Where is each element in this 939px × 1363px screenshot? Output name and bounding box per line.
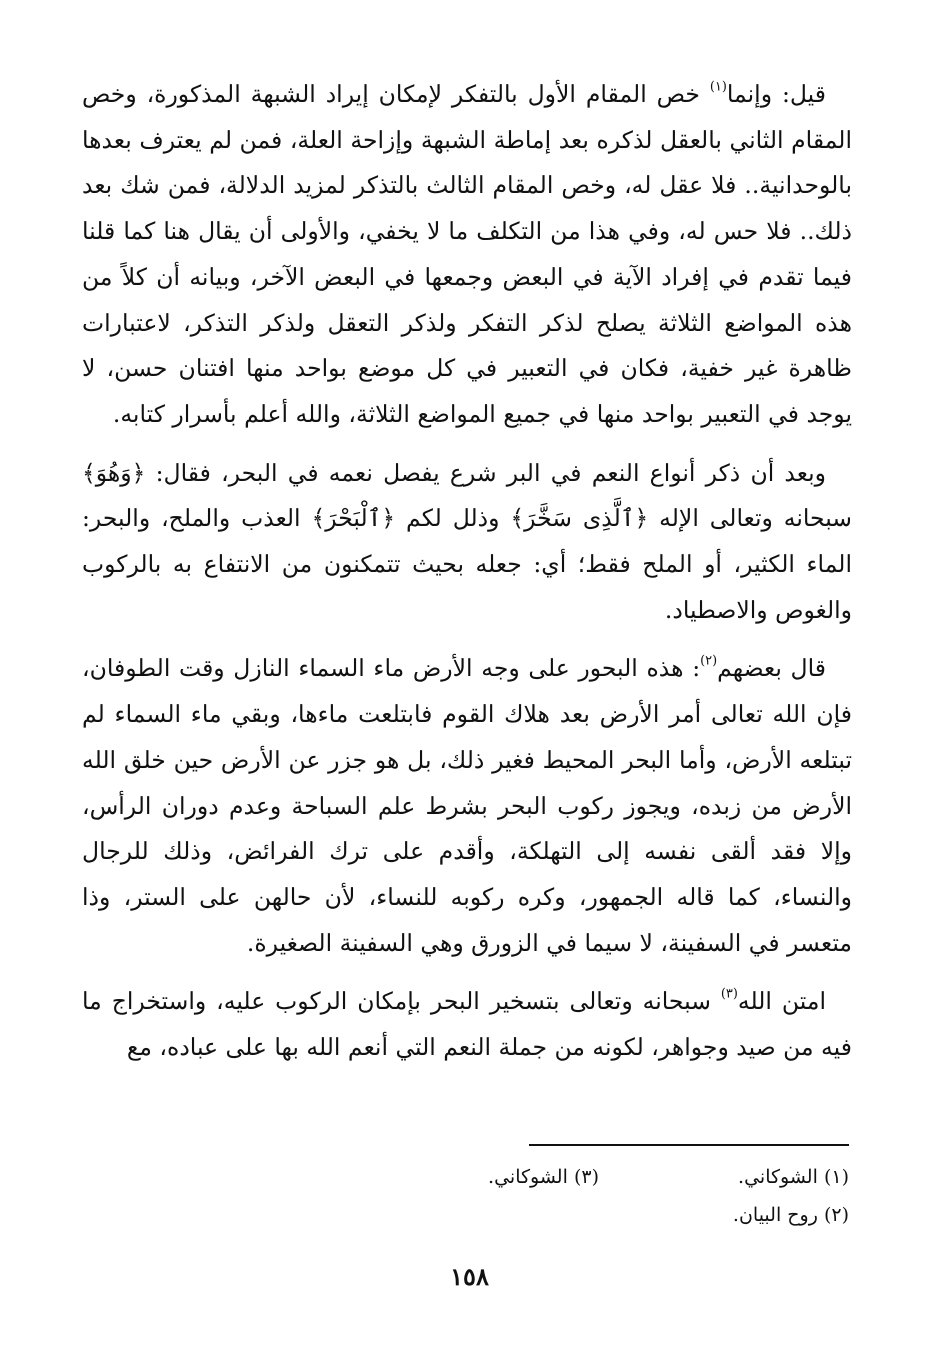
footnotes (349, 1158, 849, 1234)
paragraph (82, 979, 852, 1070)
body-text (82, 72, 852, 1071)
paragraph (82, 72, 852, 438)
paragraph-text: : هذه البحور على وجه الأرض ماء السماء النازل وقت الطوفان، فإن الله تعالى أمر الأرض بعد هلاك القوم فابتلعت ماءها، وبقي ماء السماء لم تبتلعه الأرض، وأما البحر المحيط فغير ذلك، بل هو جزر عن الأرض حين خلق الله الأرض من زبده، ويجوز ركوب البحر بشرط علم السباحة وعدم دوران الرأس، وإلا فقد ألقى نفسه إلى التهلكة، وأقدم على ترك الفرائض، وذلك للرجال والنساء، كما قاله الجمهور، وكره ركوبه للنساء، لأن حالهن على الستر، وذا متعسر في السفينة، لا سيما في الزورق وهي السفينة الصغيرة. (82, 654, 852, 957)
footnote-marker[interactable]: (٢) (700, 653, 718, 669)
paragraph-text: امتن الله (737, 987, 826, 1016)
footnote-marker[interactable]: (٣) (720, 986, 738, 1002)
footnote-row (349, 1196, 849, 1234)
footnote-text: الشوكاني. (488, 1166, 568, 1188)
footnote-number: (١) (823, 1166, 849, 1188)
paragraph-text: سبحانه وتعالى بتسخير البحر بإمكان الركوب عليه، واستخراج ما فيه من صيد وجواهر، لكونه من جملة النعم التي أنعم الله بها على عباده، مع (82, 987, 852, 1062)
paragraph (82, 646, 852, 966)
paragraph-text: قيل: وإنما (726, 80, 826, 108)
footnote-text: الشوكاني. (738, 1166, 818, 1188)
paragraph-text: وبعد أن ذكر أنواع النعم في البر شرع يفصل نعمه في البحر، فقال: ﴿وَهُوَ﴾ سبحانه وتعالى الإله ﴿ٱلَّذِى سَخَّرَ﴾ وذلل لكم ﴿ٱلْبَحْرَ﴾ العذب والملح، والبحر: الماء الكثير، أو الملح فقط؛ أي: جعله بحيث تتمكنون من الانتفاع به بالركوب والغوص والاصطياد. (82, 458, 852, 624)
footnote-divider (529, 1144, 849, 1146)
footnote-marker[interactable]: (١) (709, 79, 727, 95)
page-number: ١٥٨ (450, 1262, 489, 1291)
footnote-item (599, 1158, 849, 1196)
footnote-row (349, 1158, 849, 1196)
footnote-item (349, 1158, 599, 1196)
footnote-item (599, 1196, 849, 1234)
footnote-number: (٣) (573, 1166, 599, 1188)
paragraph-text: قال بعضهم (717, 654, 826, 683)
footnote-number: (٢) (823, 1204, 849, 1226)
paragraph (82, 451, 852, 634)
paragraph-text: خص المقام الأول بالتفكر لإمكان إيراد الشبهة المذكورة، وخص المقام الثاني بالعقل لذكره بعد إماطة الشبهة وإزاحة العلة، فمن لم يعترف بعدها بالوحدانية.. فلا عقل له، وخص المقام الثالث بالتذكر لمزيد الدلالة، فمن شك بعد ذلك.. فلا حس له، وفي هذا من التكلف ما لا يخفي، والأولى أن يقال هنا كما قلنا فيما تقدم في إفراد الآية في البعض وجمعها في البعض الآخر، وبيانه أن كلاً من هذه المواضع الثلاثة يصلح لذكر التفكر ولذكر التعقل ولذكر التذكر، لاعتبارات ظاهرة غير خفية، فكان في التعبير في كل موضع بواحد منها افتنان حسن، لا يوجد في التعبير بواحد منها في جميع المواضع الثلاثة، والله أعلم بأسرار كتابه. (82, 80, 852, 428)
footnote-text: روح البيان. (732, 1204, 818, 1226)
